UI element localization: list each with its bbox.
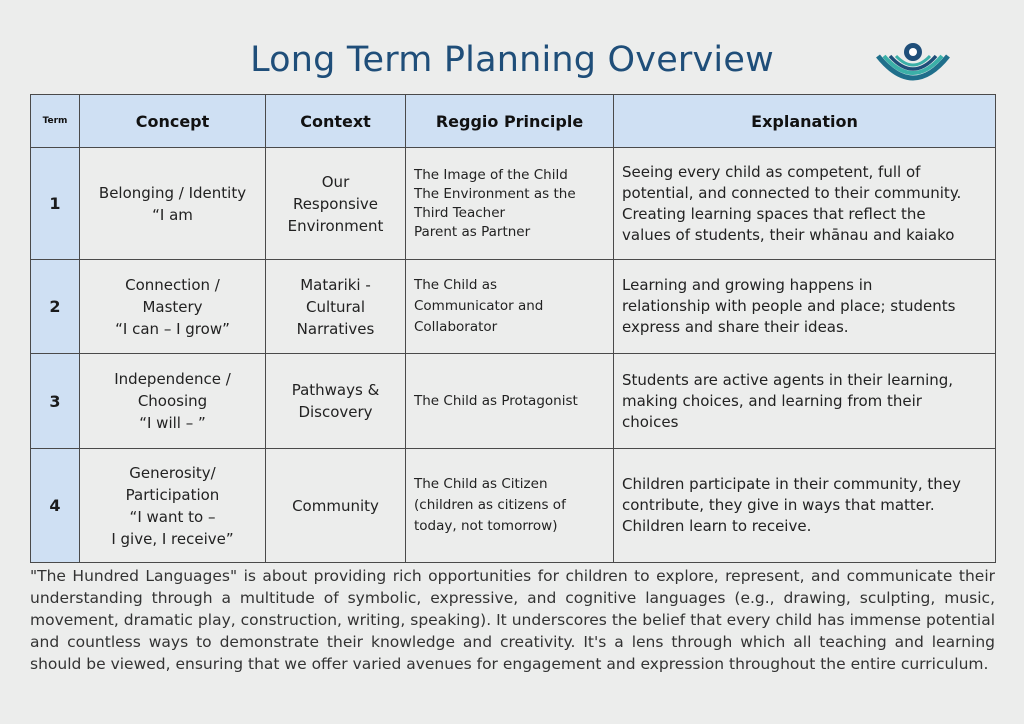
explanation-line: relationship with people and place; students [622,297,956,315]
concept-line: “I am [152,205,193,224]
principle-line: The Child as Citizen [414,476,548,492]
explanation-line: Seeing every child as competent, full of [622,162,921,181]
explanation-line: express and share their ideas. [622,318,849,336]
concept-line: I give, I receive” [111,529,234,548]
table-row [31,260,996,354]
context-line: Pathways & [291,381,380,399]
explanation-line: choices [622,412,679,431]
principle-line: The Environment as the [414,185,576,202]
header-context: Context [266,95,406,148]
context-cell [266,148,406,260]
header-term: Term [31,95,80,148]
principle-line: Third Teacher [414,204,506,221]
principle-line: (children as citizens of [414,497,566,513]
context-line: Responsive [292,194,379,213]
principle-line: Collaborator [414,319,498,335]
hundred-languages-paragraph: "The Hundred Languages" is about providing rich opportunities for children to explore, represent, and communicate their understanding through a multitude of symbolic, expressive, and cognitive languages (e.g., drawing, sculpting, music, movement, dramatic play, construction, writing, speaking). It underscores the belief that every child has immense potential and countless ways to demonstrate their knowledge and creativity. It's a lens through which all teaching and learning should be viewed, ensuring that we offer varied avenues for engagement and expression throughout the entire curriculum. [30,567,995,673]
principle-line: The Child as [414,277,498,293]
context-line: Narratives [296,319,375,338]
explanation-line: values of students, their whānau and kaiako [622,225,955,244]
explanation-cell [614,148,996,260]
principle-cell [406,354,614,449]
concept-line: Independence / [114,370,231,388]
concept-line: Generosity/ [129,463,216,482]
table-row [31,449,996,563]
concept-cell [80,449,266,563]
term-cell: 2 [31,260,80,354]
explanation-line: making choices, and learning from their [622,391,922,410]
explanation-line: potential, and connected to their community. [622,183,962,202]
principle-line: The Image of the Child [414,166,568,183]
concept-cell [80,354,266,449]
table-header-row [31,95,996,148]
concept-line: “I will – ” [139,414,206,432]
principle-line: The Child as Protagonist [414,392,578,409]
principle-cell [406,260,614,354]
term-cell: 1 [31,148,80,260]
principle-line: Communicator and [414,298,544,314]
explanation-line: Learning and growing happens in [622,276,873,294]
concept-cell [80,260,266,354]
principle-line: today, not tomorrow) [414,518,558,534]
principle-cell [406,148,614,260]
principle-cell [406,449,614,563]
principle-line: Parent as Partner [414,223,531,240]
concept-line: Participation [125,485,220,504]
header-concept: Concept [80,95,266,148]
explanation-cell [614,354,996,449]
explanation-cell [614,449,996,563]
explanation-line: Children participate in their community, they [622,475,961,493]
concept-line: Belonging / Identity [98,183,247,202]
concept-line: Connection / [125,275,220,294]
page-title: Long Term Planning Overview [250,40,774,80]
planning-table [30,94,996,563]
context-cell [266,260,406,354]
explanation-line: Students are active agents in their learning, [622,370,954,389]
context-line: Cultural [305,297,366,316]
context-cell [266,354,406,449]
context-line: Matariki - [300,275,371,294]
concept-cell [80,148,266,260]
explanation-line: Children learn to receive. [622,517,812,535]
context-line: Environment [287,216,384,235]
explanation-line: Creating learning spaces that reflect the [622,204,926,223]
context-line: Discovery [298,403,373,421]
context-line: Community [292,496,379,515]
explanation-line: contribute, they give in ways that matter. [622,496,935,514]
context-line: Our [321,172,350,191]
concept-line: Mastery [142,297,203,316]
context-cell [266,449,406,563]
header-explanation: Explanation [614,95,996,148]
school-logo-icon [874,40,952,90]
table-row [31,354,996,449]
term-cell: 3 [31,354,80,449]
concept-line: Choosing [137,392,208,410]
term-cell: 4 [31,449,80,563]
header-principle: Reggio Principle [406,95,614,148]
explanation-cell [614,260,996,354]
concept-line: “I want to – [129,507,216,526]
table-row [31,148,996,260]
concept-line: “I can – I grow” [115,319,230,338]
